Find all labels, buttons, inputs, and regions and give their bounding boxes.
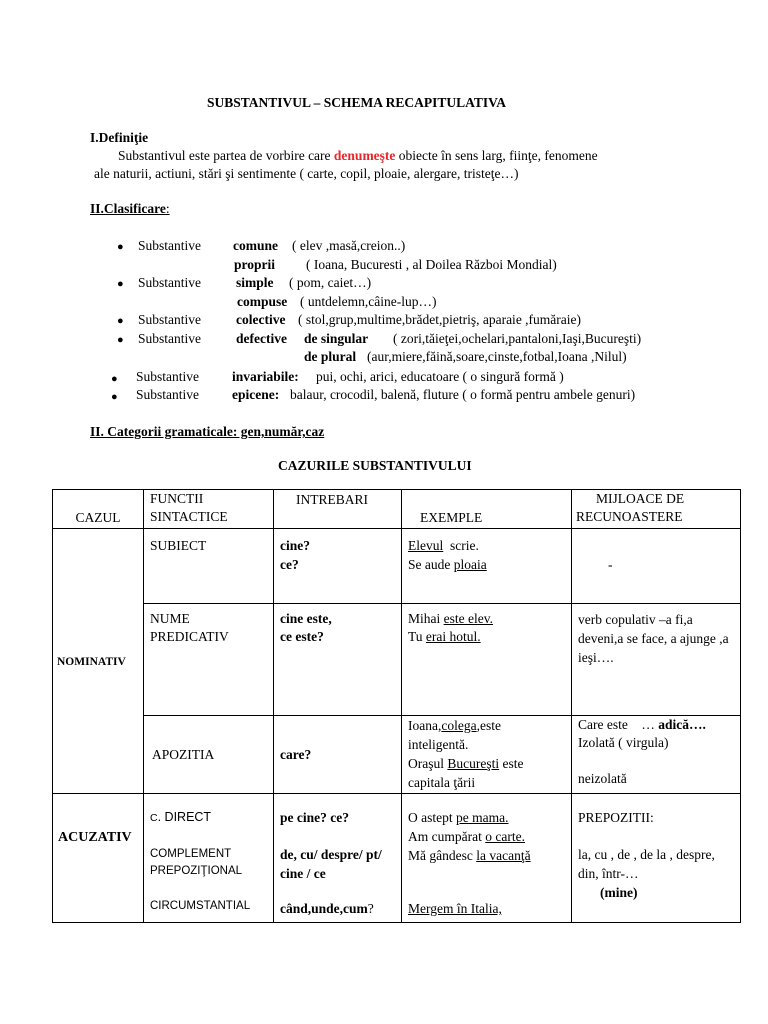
definition-heading: I.Definiţie <box>90 130 149 145</box>
case-acuzativ: ACUZATIV <box>53 794 144 923</box>
definition-line-1 <box>118 147 598 165</box>
class-type-8: invariabile: <box>232 369 299 384</box>
function-apozitia: APOZITIA <box>144 716 274 794</box>
functions-acuzativ: C. DIRECT COMPLEMENT PREPOZIŢIONAL CIRCUMSTANTIAL <box>144 794 274 923</box>
header-cazul: CAZUL <box>53 490 144 529</box>
page-title: SUBSTANTIVUL – SCHEMA RECAPITULATIVA <box>207 95 506 110</box>
table-row <box>53 716 741 794</box>
classification-heading-text: II.Clasificare <box>90 201 166 216</box>
class-label-8: Substantive <box>136 369 199 384</box>
table-row <box>53 794 741 923</box>
header-functii: FUNCTII SINTACTICE <box>144 490 274 529</box>
class-examples-6: ( zori,tăieţei,ochelari,pantaloni,Iaşi,Bucureşti) <box>393 331 642 346</box>
questions-acuzativ: pe cine? ce? de, cu/ despre/ pt/ cine / ce când,unde,cum? <box>274 794 402 923</box>
means-acuzativ: PREPOZITII: la, cu , de , de la , despre, din, într-… (mine) <box>572 794 741 923</box>
class-examples-3: ( pom, caiet…) <box>289 275 372 290</box>
questions-apozitia: care? <box>274 716 402 794</box>
table-header-row <box>53 490 741 529</box>
bullet-icon: ● <box>117 315 124 327</box>
categories-heading: II. Categorii gramaticale: gen,număr,caz <box>90 424 325 439</box>
definition-text-a: Substantivul este partea de vorbire care <box>118 148 334 163</box>
class-examples-4: ( untdelemn,câine-lup…) <box>300 294 437 309</box>
class-examples-7: (aur,miere,făină,soare,cinste,fotbal,Ioana ,Nilul) <box>367 349 627 364</box>
cases-table <box>52 489 741 923</box>
class-type-3: simple <box>236 275 274 290</box>
class-type-1: comune <box>233 238 278 253</box>
class-label-3: Substantive <box>138 275 201 290</box>
class-label-6: Substantive <box>138 331 201 346</box>
class-examples-1: ( elev ,masă,creion..) <box>292 238 406 253</box>
questions-nume-predicativ: cine este, ce este? <box>274 604 402 716</box>
class-label-5: Substantive <box>138 312 201 327</box>
class-examples-2: ( Ioana, Bucuresti , al Doilea Război Mondial) <box>306 257 557 272</box>
class-type-5: colective <box>236 312 286 327</box>
examples-apozitia: Ioana,colega,este inteligentă. Oraşul Bucureşti este capitala ţării <box>402 716 572 794</box>
case-nominativ: NOMINATIV <box>53 529 144 794</box>
bullet-icon: ● <box>111 373 118 385</box>
class-sub-6: de singular <box>304 331 369 346</box>
means-nume-predicativ: verb copulativ –a fi,a deveni,a se face, a ajunge ,a ieşi…. <box>572 604 741 716</box>
examples-nume-predicativ: Mihai este elev. Tu erai hotul. <box>402 604 572 716</box>
class-type-9: epicene: <box>232 387 280 402</box>
class-type-2: proprii <box>234 257 276 272</box>
classification-heading-colon: : <box>165 201 170 216</box>
function-subiect: SUBIECT <box>144 529 274 604</box>
class-examples-9: balaur, crocodil, balenă, fluture ( o formă pentru ambele genuri) <box>290 387 636 402</box>
bullet-icon: ● <box>117 334 124 346</box>
table-row <box>53 604 741 716</box>
means-apozitia: Care este … adică…. Izolată ( virgula) neizolată <box>572 716 741 794</box>
bullet-icon: ● <box>111 391 118 403</box>
means-subiect: - <box>572 529 741 604</box>
table-row <box>53 529 741 604</box>
definition-text-b: obiecte în sens larg, fiinţe, fenomene <box>395 148 598 163</box>
definition-line-2: ale naturii, actiuni, stări şi sentimente ( carte, copil, ploaie, alergare, tristeţe…) <box>94 166 519 181</box>
classification-heading <box>90 200 170 218</box>
questions-subiect: cine? ce? <box>274 529 402 604</box>
class-sub-7: de plural <box>304 349 357 364</box>
class-examples-8: pui, ochi, arici, educatoare ( o singură formă ) <box>316 369 564 384</box>
function-nume-predicativ: NUME PREDICATIV <box>144 604 274 716</box>
class-label-9: Substantive <box>136 387 199 402</box>
header-intrebari: INTREBARI <box>274 490 402 529</box>
examples-acuzativ: O astept pe mama. Am cumpărat o carte. Mă gândesc la vacanţă Mergem în Italia, <box>402 794 572 923</box>
examples-subiect: Elevul scrie. Se aude ploaia <box>402 529 572 604</box>
cases-title: CAZURILE SUBSTANTIVULUI <box>278 458 472 473</box>
class-type-6: defective <box>236 331 287 346</box>
class-examples-5: ( stol,grup,multime,brădet,pietriş, aparaie ,fumăraie) <box>298 312 582 327</box>
header-exemple: EXEMPLE <box>402 490 572 529</box>
class-type-4: compuse <box>237 294 288 309</box>
class-label-1: Substantive <box>138 238 201 253</box>
bullet-icon: ● <box>117 241 124 253</box>
bullet-icon: ● <box>117 278 124 290</box>
definition-keyword: denumeşte <box>333 148 396 163</box>
header-mijloace: MIJLOACE DE RECUNOASTERE <box>572 490 741 529</box>
